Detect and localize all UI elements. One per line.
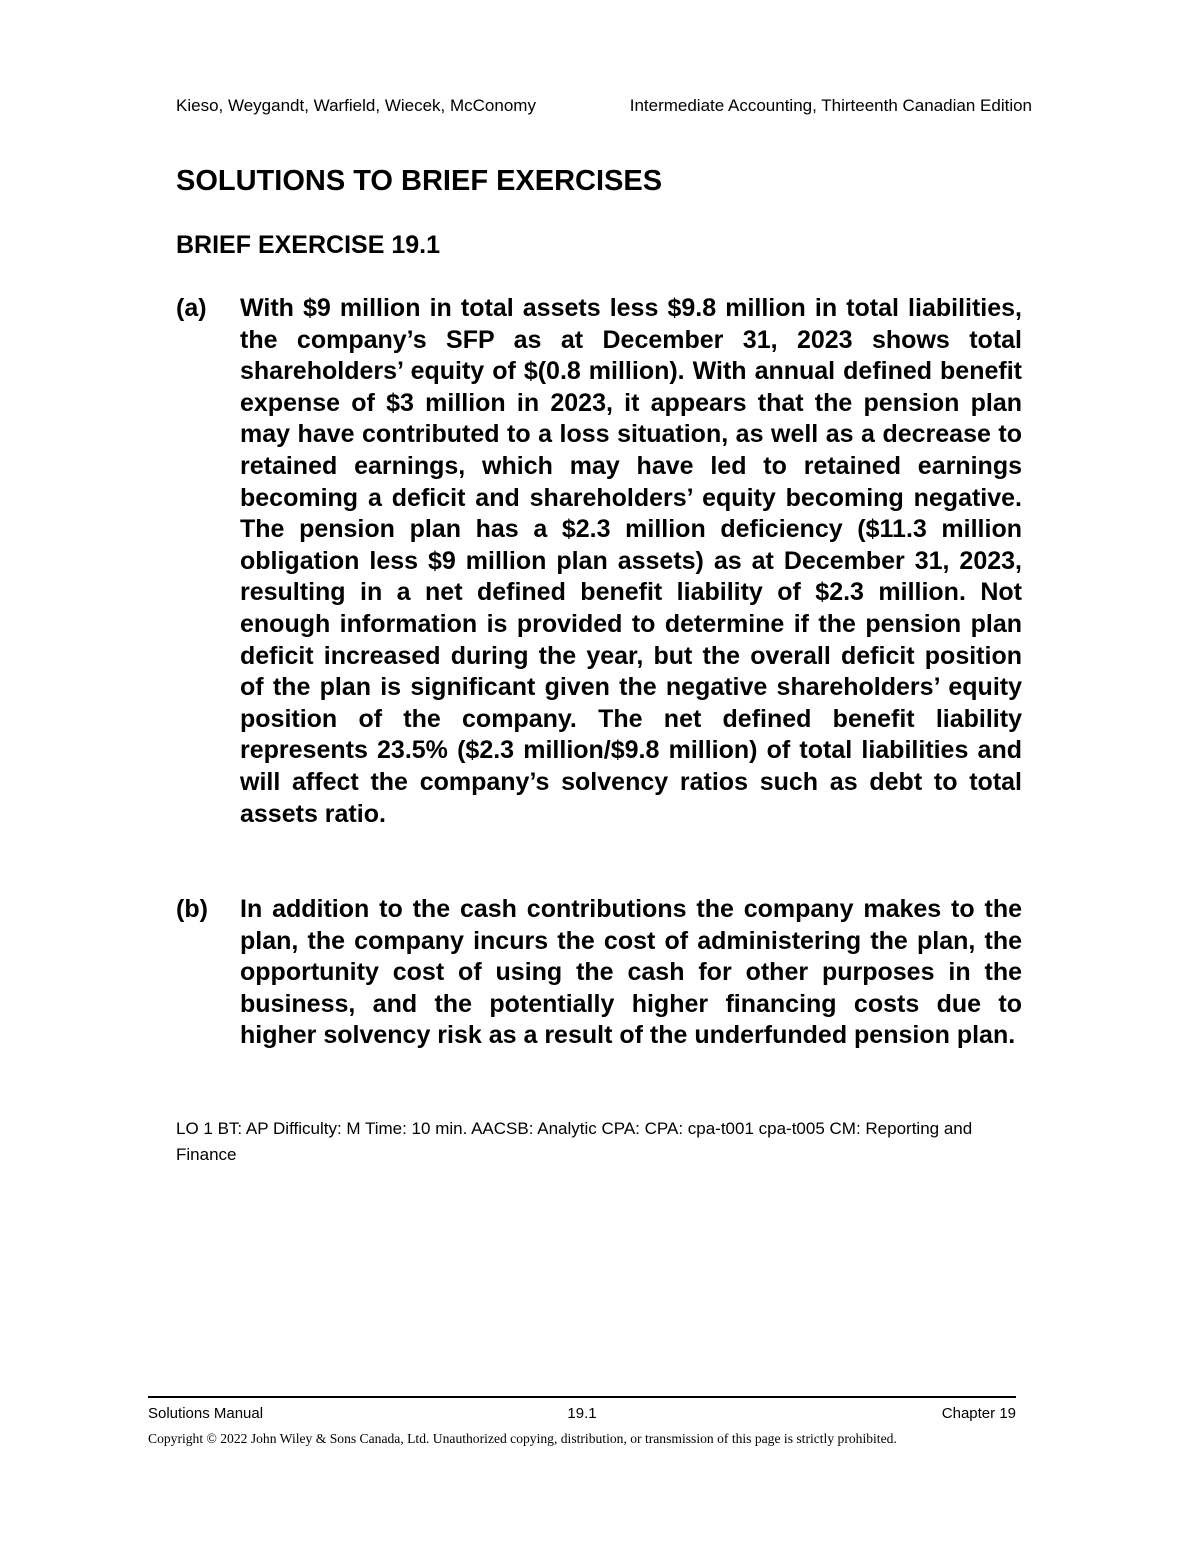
header-authors: Kieso, Weygandt, Warfield, Wiecek, McConomy [176, 96, 536, 115]
header-book-title: Intermediate Accounting, Thirteenth Canadian Edition [629, 96, 1032, 115]
answer-part-b-label: (b) [176, 895, 208, 923]
section-title: SOLUTIONS TO BRIEF EXERCISES [176, 165, 663, 197]
footer-chapter-label: Chapter 19 [941, 1405, 1016, 1422]
answer-part-b-text: In addition to the cash contributions the company makes to the plan, the company incurs the cost of administering the plan, the opportunity cost of using the cash for other purposes in the business, and the potentially higher financing costs due to higher solvency risk as a result of the underfunded pension plan. [240, 895, 1022, 1050]
footer-divider [148, 1396, 1016, 1398]
page-footer [148, 1404, 1016, 1424]
answer-part-b [176, 894, 1022, 1052]
learning-objective-tags: LO 1 BT: AP Difficulty: M Time: 10 min. AACSB: Analytic CPA: CPA: cpa-t001 cpa-t005 CM: Reporting and Finance [176, 1119, 973, 1164]
answer-part-a-label: (a) [176, 294, 207, 322]
answer-part-a-text: With $9 million in total assets less $9.8 million in total liabilities, the company’s SFP as at December 31, 2023 shows total shareholders’ equity of $(0.8 million). With annual defined benefit expense of $3 million in 2023, it appears that the pension plan may have contributed to a loss situation, as well as a decrease to retained earnings, which may have led to retained earnings becoming a deficit and shareholders’ equity becoming negative. The pension plan has a $2.3 million deficiency ($11.3 million obligation less $9 million plan assets) as at December 31, 2023, resulting in a net defined benefit liability of $2.3 million. Not enough information is provided to determine if the pension plan deficit increased during the year, but the overall deficit position of the plan is significant given the negative shareholders’ equity position of the company. The net defined benefit liability represents 23.5% ($2.3 million/$9.8 million) of total liabilities and will affect the company’s solvency ratios such as debt to total assets ratio. [240, 294, 1022, 828]
answer-part-a [176, 293, 1022, 830]
footer-manual-label: Solutions Manual [148, 1405, 264, 1422]
copyright-notice: Copyright © 2022 John Wiley & Sons Canada, Ltd. Unauthorized copying, distribution, or transmission of this page is strictly prohibited. [148, 1431, 897, 1446]
running-header [176, 94, 1032, 118]
footer-page-number: 19.1 [567, 1405, 597, 1422]
exercise-title: BRIEF EXERCISE 19.1 [176, 231, 440, 259]
